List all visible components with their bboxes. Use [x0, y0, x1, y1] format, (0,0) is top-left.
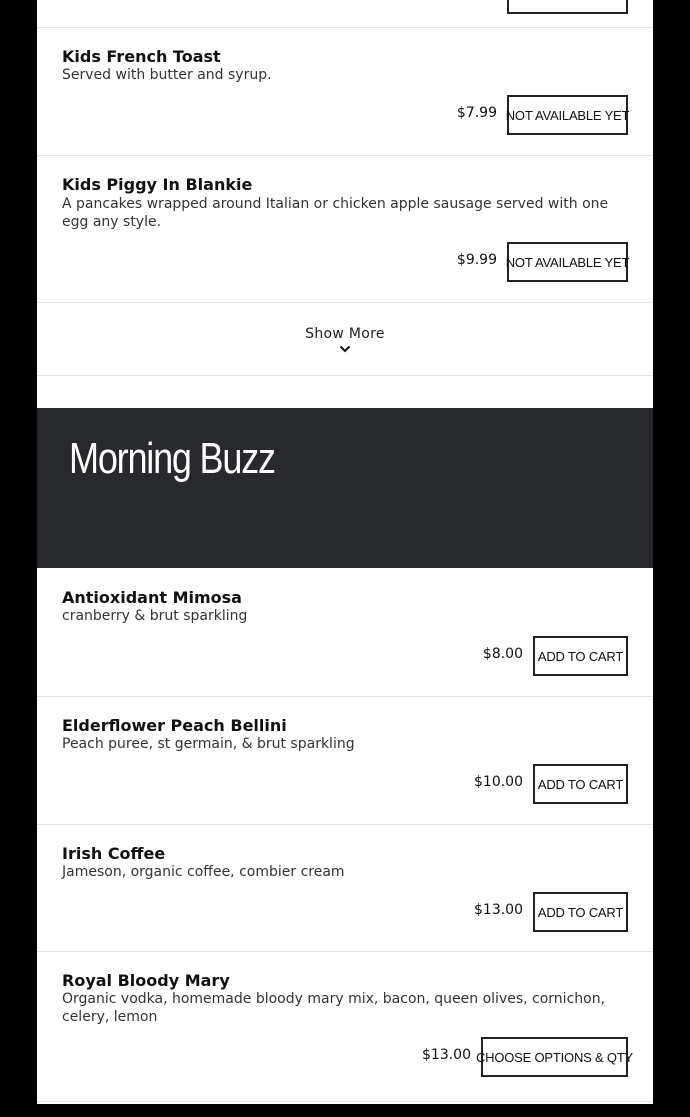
partial-item-button[interactable] [507, 0, 628, 14]
menu-item [37, 569, 653, 697]
choose-options-button[interactable]: CHOOSE OPTIONS & QTY [481, 1037, 628, 1077]
item-price: $8.00 [482, 646, 523, 662]
item-description: A pancakes wrapped around Italian or chicken apple sausage served with one egg any style. [62, 196, 609, 230]
menu-item [37, 952, 653, 1102]
item-price: $7.99 [456, 105, 497, 121]
item-description: Organic vodka, homemade bloody mary mix, bacon, queen olives, cornichon, celery, lemon [62, 991, 606, 1025]
item-name: Irish Coffee [62, 844, 166, 863]
item-name: Antioxidant Mimosa [62, 588, 242, 607]
menu-item [37, 28, 653, 156]
item-name: Kids French Toast [62, 47, 221, 66]
item-name: Kids Piggy In Blankie [62, 175, 253, 194]
item-price: $9.99 [456, 252, 497, 268]
menu-item-partial [37, 0, 653, 28]
add-to-cart-button[interactable]: ADD TO CART [533, 764, 628, 804]
not-available-button[interactable]: NOT AVAILABLE YET [507, 95, 628, 135]
item-description: cranberry & brut sparkling [62, 608, 248, 624]
item-description: Peach puree, st germain, & brut sparkling [62, 736, 355, 752]
section-title: Morning Buzz [69, 434, 275, 483]
add-to-cart-button[interactable]: ADD TO CART [533, 636, 628, 676]
item-description: Jameson, organic coffee, combier cream [62, 864, 345, 880]
show-more-button[interactable] [37, 303, 653, 376]
menu-item [37, 825, 653, 952]
add-to-cart-button[interactable]: ADD TO CART [533, 892, 628, 932]
menu-item [37, 697, 653, 825]
item-price: $10.00 [474, 774, 523, 790]
item-name: Royal Bloody Mary [62, 971, 230, 990]
chevron-down-icon [339, 345, 351, 353]
item-price: $13.00 [474, 902, 523, 918]
section-banner [37, 408, 653, 568]
item-description: Served with butter and syrup. [62, 67, 272, 83]
item-name: Elderflower Peach Bellini [62, 716, 287, 735]
not-available-button[interactable]: NOT AVAILABLE YET [507, 242, 628, 282]
menu-item [37, 156, 653, 303]
show-more-label: Show More [305, 325, 385, 342]
menu-page [37, 0, 653, 1104]
item-price: $13.00 [422, 1047, 471, 1063]
